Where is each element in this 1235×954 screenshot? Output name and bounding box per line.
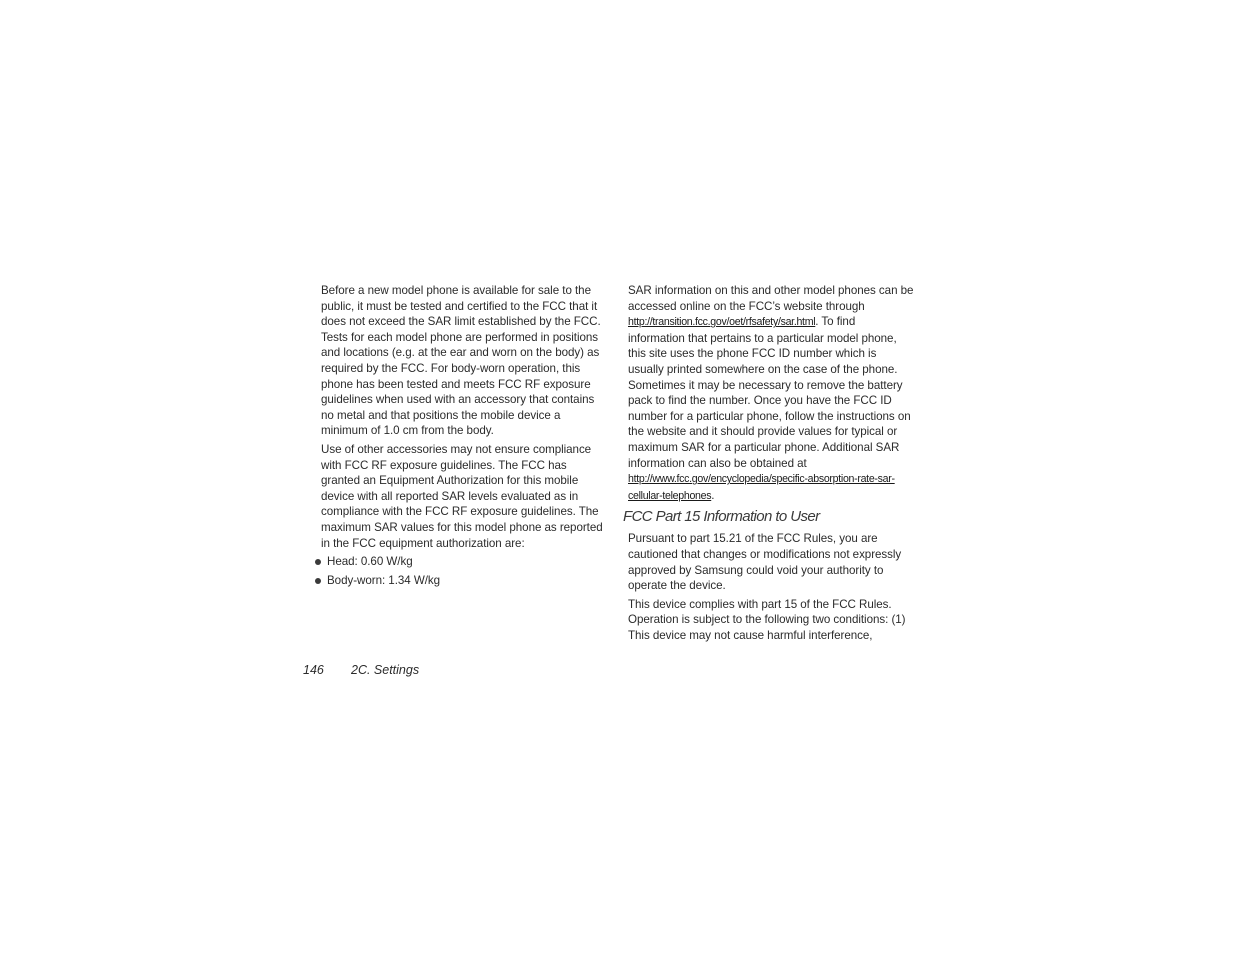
list-item — [315, 573, 598, 589]
page-footer — [303, 662, 419, 678]
body-paragraph: Pursuant to part 15.21 of the FCC Rules, you are cautioned that changes or modifications not expressly approved by Samsung could void your authority to operate the device. — [628, 532, 902, 593]
right-column — [623, 283, 914, 646]
sar-values-list — [315, 554, 598, 588]
paragraph-text: . To find information that pertains to a particular model phone, this site uses the phone FCC ID number which is usually printed somewhere on the case of the phone. Sometimes it may be necessary to remove the battery pack to find the number. Once you have the FCC ID number for a particular phone, follow the instructions on the website and it should provide values for typical or maximum SAR for a particular phone. Additional SAR information can also be obtained at — [628, 315, 911, 470]
body-paragraph: Use of other accessories may not ensure compliance with FCC RF exposure guidelines. The FCC has granted an Equipment Authorization for this mobile device with all reported SAR levels evaluated as in compliance with the FCC RF exposure guidelines. The maximum SAR values for this model phone as reported in the FCC equipment authorization are: — [321, 442, 603, 550]
list-item — [315, 554, 598, 570]
fcc-encyclopedia-link[interactable]: http://www.fcc.gov/encyclopedia/specific-absorption-rate-sar-cellular-telephones — [628, 473, 895, 502]
list-item-text: Body-worn: 1.34 W/kg — [327, 573, 441, 587]
section-name: 2C. Settings — [351, 663, 420, 677]
bullet-icon — [315, 578, 321, 584]
section-heading: FCC Part 15 Information to User — [623, 508, 820, 526]
paragraph-text: . — [711, 488, 715, 502]
body-paragraph — [628, 283, 914, 504]
body-paragraph: This device complies with part 15 of the FCC Rules. Operation is subject to the following two conditions: (1) This device may not cause harmful interference, — [628, 597, 906, 642]
list-item-text: Head: 0.60 W/kg — [327, 555, 413, 569]
fcc-sar-link[interactable]: http://transition.fcc.gov/oet/rfsafety/sar.html — [628, 316, 816, 329]
body-paragraph: Before a new model phone is available for sale to the public, it must be tested and certified to the FCC that it does not exceed the SAR limit established by the FCC. Tests for each model phone are performed in positions and locations (e.g. at the ear and worn on the body) as required by the FCC. For body-worn operation, this phone has been tested and meets FCC RF exposure guidelines when used with an accessory that contains no metal and that positions the mobile device a minimum of 1.0 cm from the body. — [321, 284, 601, 438]
bullet-icon — [315, 559, 321, 565]
paragraph-text: SAR information on this and other model phones can be accessed online on the FCC’s website through — [628, 284, 914, 313]
page-number: 146 — [303, 663, 324, 677]
left-column — [321, 283, 604, 591]
